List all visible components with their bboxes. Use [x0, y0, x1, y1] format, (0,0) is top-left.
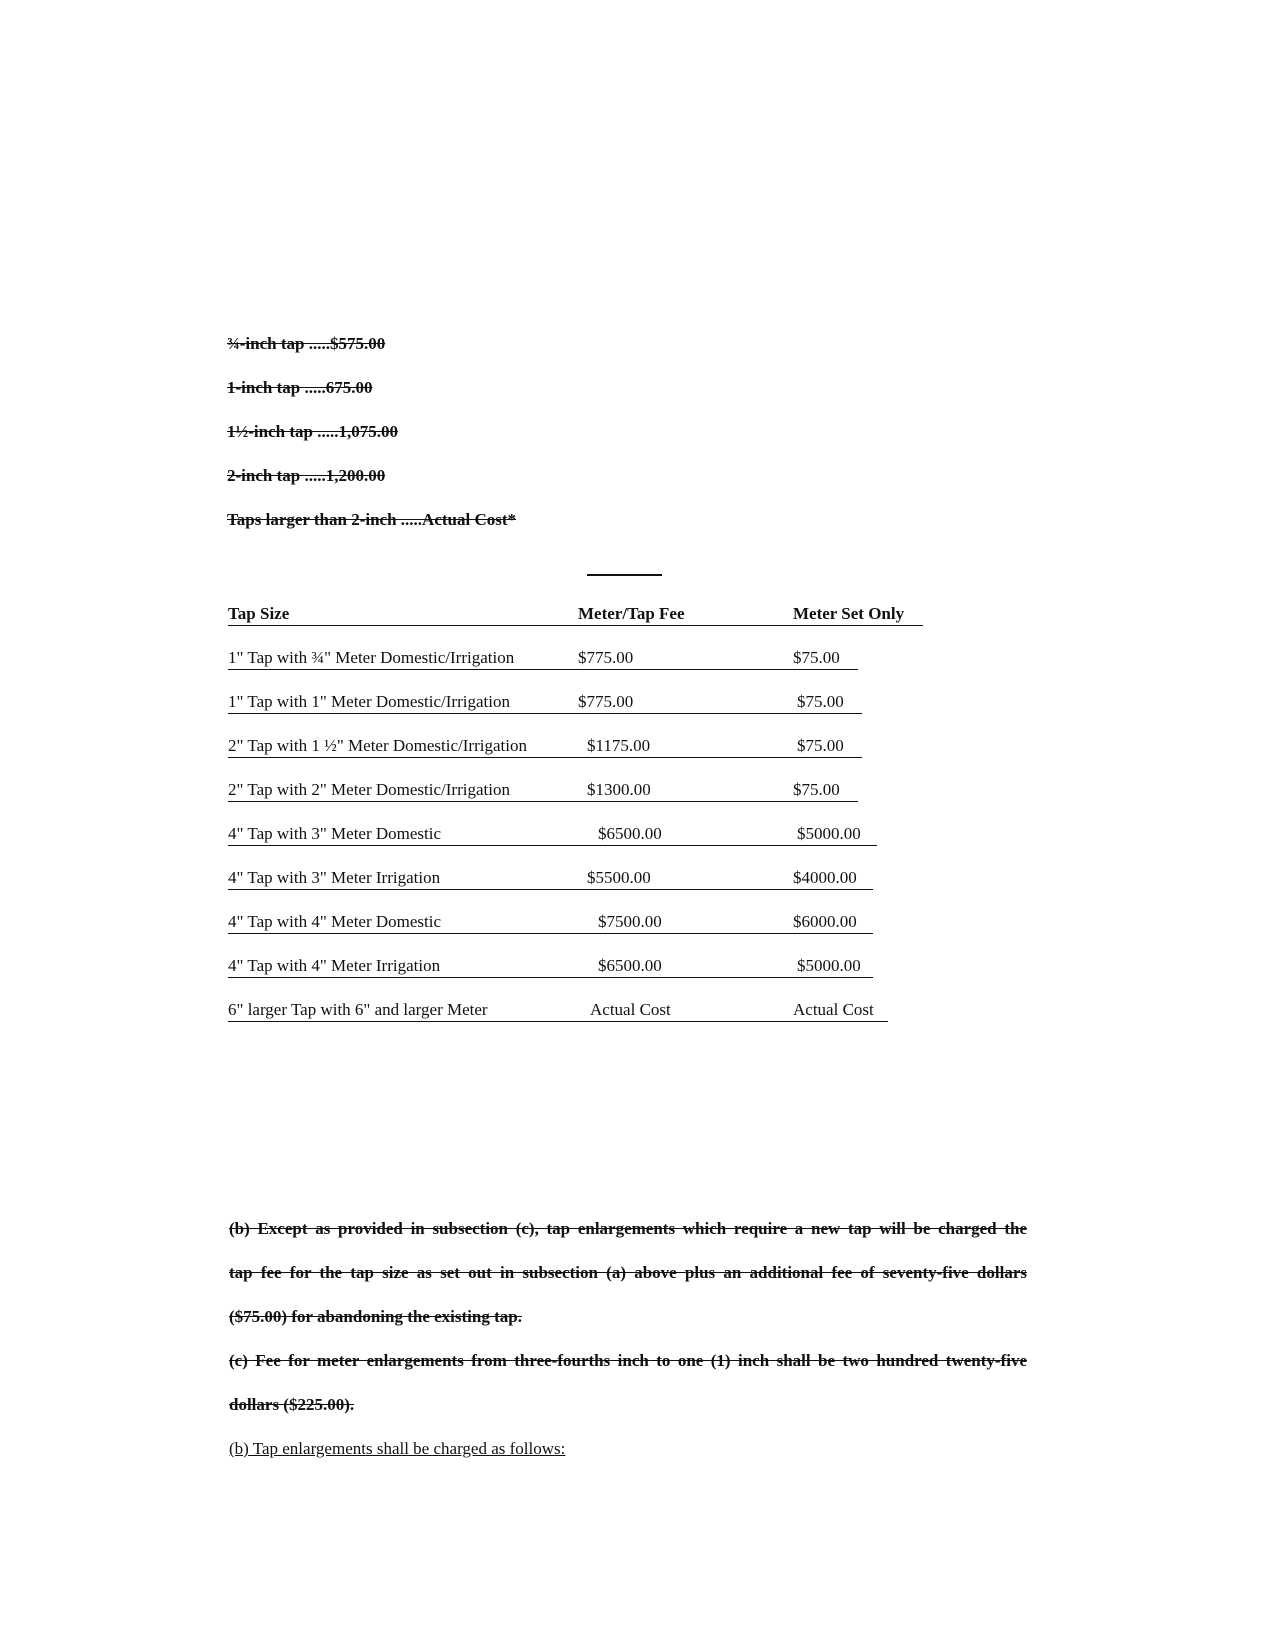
row-underline: [228, 713, 862, 714]
table-row: [228, 866, 923, 910]
meter-tap-fee-cell: $1300.00: [587, 780, 651, 799]
header-meter-tap-fee: Meter/Tap Fee: [578, 604, 685, 623]
row-underline: [228, 889, 873, 890]
tap-size-cell: 4" Tap with 3" Meter Irrigation: [228, 868, 441, 887]
row-underline: [228, 757, 862, 758]
table-row: [228, 778, 923, 822]
row-underline: [228, 977, 873, 978]
struck-paragraph-line: dollars ($225.00).: [229, 1395, 355, 1414]
tap-size-cell: 4" Tap with 4" Meter Irrigation: [228, 956, 441, 975]
meter-tap-fee-cell: $5500.00: [587, 868, 651, 887]
ordinance-text: [229, 1218, 1029, 1482]
header-meter-set-only: Meter Set Only: [793, 604, 905, 623]
table-row: [228, 998, 923, 1042]
struck-fee-item: 2-inch tap .....1,200.00: [227, 466, 386, 485]
meter-tap-fee-cell: $6500.00: [598, 824, 662, 843]
tap-size-cell: 2" Tap with 2" Meter Domestic/Irrigation: [228, 780, 510, 799]
struck-fee-item: 1-inch tap .....675.00: [227, 378, 373, 397]
row-underline: [228, 1021, 888, 1022]
row-underline: [228, 669, 858, 670]
meter-set-only-cell: $4000.00: [793, 868, 857, 887]
table-row: [228, 690, 923, 734]
struck-paragraph-line: (b) Except as provided in subsection (c), tap enlargements which require a new tap will be charged the: [229, 1219, 1027, 1238]
row-underline: [228, 845, 877, 846]
header-tap-size: Tap Size: [228, 604, 290, 623]
meter-set-only-cell: $6000.00: [793, 912, 857, 931]
tap-size-cell: 1" Tap with ¾" Meter Domestic/Irrigation: [228, 648, 515, 667]
row-underline: [228, 801, 858, 802]
tap-size-cell: 6" larger Tap with 6" and larger Meter: [228, 1000, 488, 1019]
meter-tap-fee-cell: $775.00: [578, 692, 634, 711]
tap-size-cell: 4" Tap with 4" Meter Domestic: [228, 912, 442, 931]
meter-tap-fee-cell: $1175.00: [587, 736, 651, 755]
struck-fee-item: Taps larger than 2-inch .....Actual Cost*: [227, 510, 517, 529]
table-row: [228, 734, 923, 778]
meter-set-only-cell: $75.00: [793, 780, 840, 799]
struck-fee-item: ¾-inch tap .....$575.00: [227, 334, 386, 353]
tap-fee-table: [228, 602, 923, 1042]
table-row: [228, 822, 923, 866]
meter-tap-fee-cell: $7500.00: [598, 912, 662, 931]
meter-set-only-cell: Actual Cost: [793, 1000, 874, 1019]
header-underline: [228, 625, 923, 626]
meter-set-only-cell: $5000.00: [797, 956, 861, 975]
table-header-row: [228, 602, 923, 646]
meter-tap-fee-cell: $6500.00: [598, 956, 662, 975]
struck-paragraph-line: ($75.00) for abandoning the existing tap.: [229, 1307, 522, 1326]
table-row: [228, 910, 923, 954]
section-divider: [587, 574, 662, 576]
meter-set-only-cell: $75.00: [797, 692, 844, 711]
struck-paragraph-line: (c) Fee for meter enlargements from three-fourths inch to one (1) inch shall be two hundred twenty-five: [229, 1351, 1027, 1370]
struck-fee-list: [227, 333, 516, 553]
new-clause: (b) Tap enlargements shall be charged as follows:: [229, 1439, 566, 1458]
meter-set-only-cell: $75.00: [793, 648, 840, 667]
meter-tap-fee-cell: Actual Cost: [590, 1000, 671, 1019]
row-underline: [228, 933, 873, 934]
tap-size-cell: 4" Tap with 3" Meter Domestic: [228, 824, 442, 843]
struck-paragraph-line: tap fee for the tap size as set out in subsection (a) above plus an additional fee of seventy-five dollars: [229, 1263, 1027, 1282]
meter-tap-fee-cell: $775.00: [578, 648, 634, 667]
struck-fee-item: 1½-inch tap .....1,075.00: [227, 422, 398, 441]
table-row: [228, 646, 923, 690]
table-row: [228, 954, 923, 998]
tap-size-cell: 1" Tap with 1" Meter Domestic/Irrigation: [228, 692, 510, 711]
meter-set-only-cell: $5000.00: [797, 824, 861, 843]
tap-size-cell: 2" Tap with 1 ½" Meter Domestic/Irrigation: [228, 736, 527, 755]
meter-set-only-cell: $75.00: [797, 736, 844, 755]
